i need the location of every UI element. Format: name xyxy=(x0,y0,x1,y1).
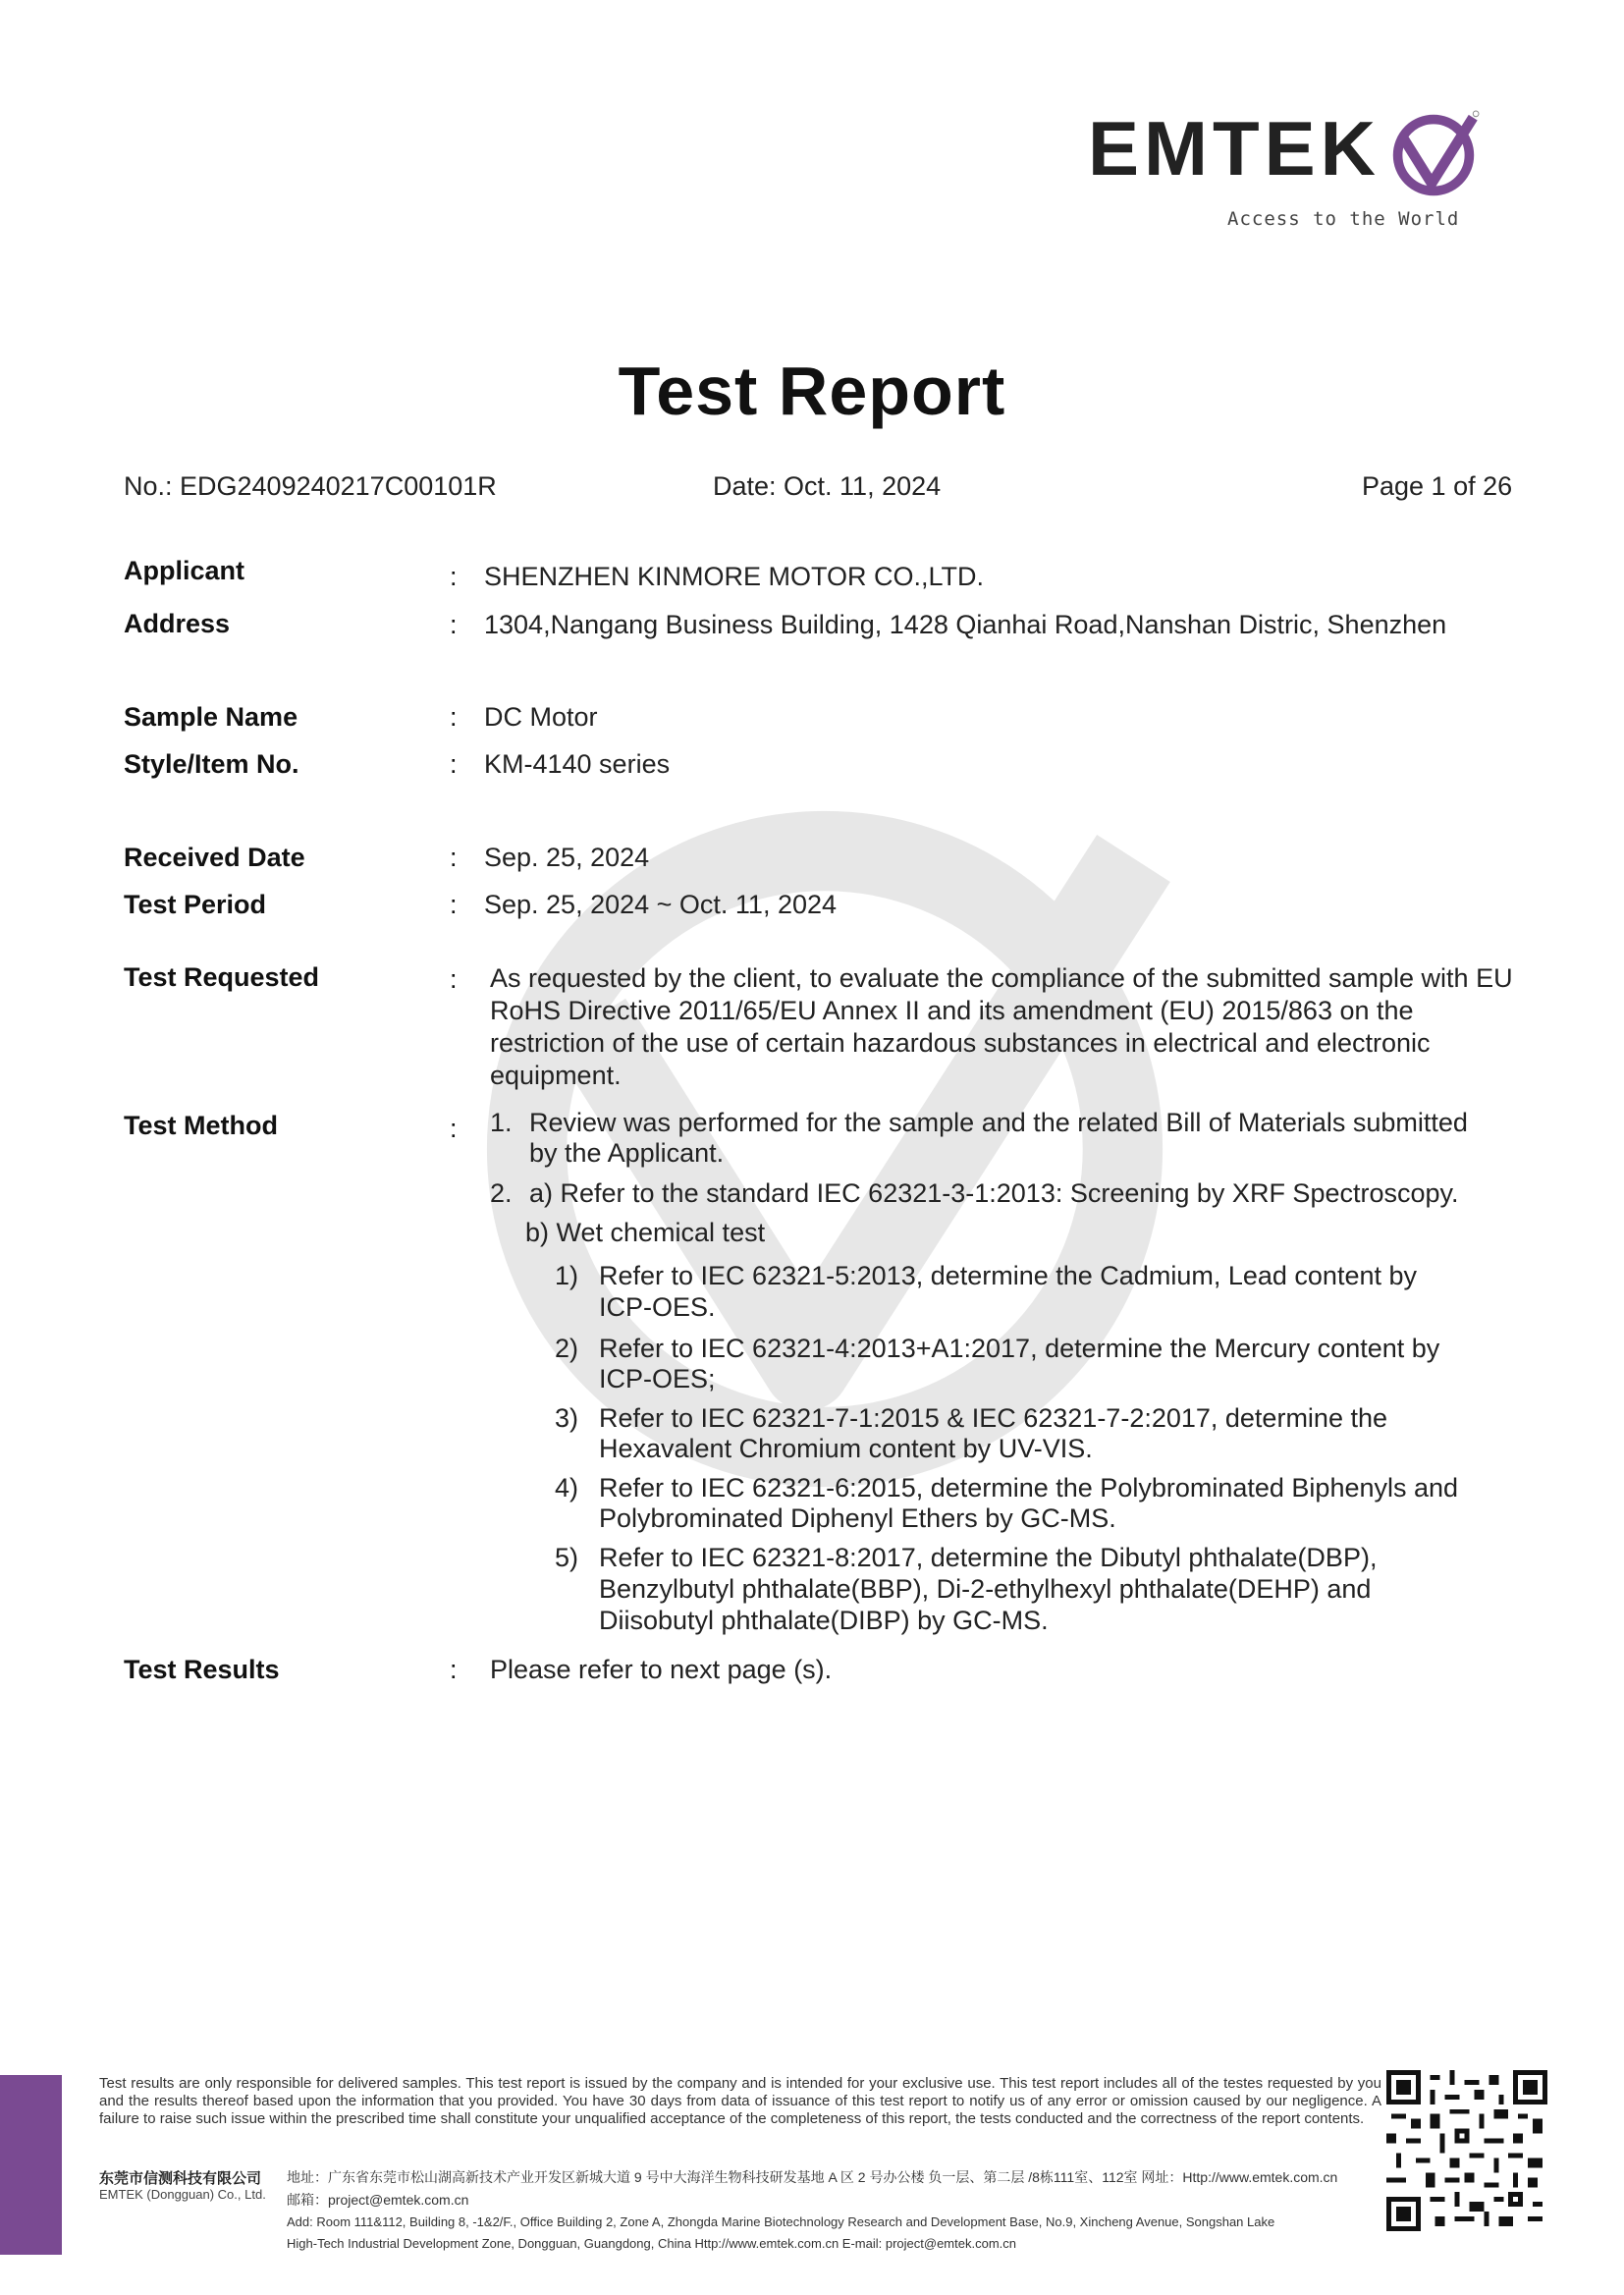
footer-address-en-2: High-Tech Industrial Development Zone, Dongguan, Guangdong, China Http://www.emtek.com.cn E-mail: project@emtek.com.cn xyxy=(287,2236,1016,2251)
applicant-value: SHENZHEN KINMORE MOTOR CO.,LTD. xyxy=(484,562,985,591)
colon: : xyxy=(450,964,458,994)
test-period-value: Sep. 25, 2024 ~ Oct. 11, 2024 xyxy=(484,890,838,919)
style-item-label: Style/Item No. xyxy=(124,749,299,779)
method-item-text: Review was performed for the sample and the related Bill of Materials submitted xyxy=(529,1108,1468,1137)
method-subitem-text: ICP-OES; xyxy=(599,1364,716,1393)
footer-company-cn: 东莞市信测科技有限公司 xyxy=(99,2170,262,2187)
page-indicator: Page 1 of 26 xyxy=(1362,471,1513,501)
colon: : xyxy=(450,610,458,639)
colon: : xyxy=(450,1114,458,1143)
test-requested-value: As requested by the client, to evaluate the compliance of the submitted sample with EU RoHS Directive 2011/65/EU Annex II and its amendment (EU) 2015/863 on the restriction of the use of certain hazardous substances in electrical and electronic equipment. xyxy=(490,963,1513,1090)
method-subitem-text: Refer to IEC 62321-8:2017, determine the Dibutyl phthalate(DBP), xyxy=(599,1543,1378,1572)
method-subitem-number: 3) xyxy=(555,1403,579,1433)
test-period-label: Test Period xyxy=(124,890,267,919)
colon: : xyxy=(450,749,458,779)
received-date-label: Received Date xyxy=(124,843,305,872)
address-label: Address xyxy=(124,609,231,638)
colon: : xyxy=(450,1655,458,1684)
method-subitem-text: Refer to IEC 62321-5:2013, determine the Cadmium, Lead content by xyxy=(599,1261,1417,1290)
company-logo xyxy=(1088,106,1481,244)
method-subitem-number: 1) xyxy=(555,1261,579,1290)
method-subitem-text: Benzylbutyl phthalate(BBP), Di-2-ethylhexyl phthalate(DEHP) and xyxy=(599,1574,1372,1604)
received-date-value: Sep. 25, 2024 xyxy=(484,843,650,872)
logo-tagline: Access to the World xyxy=(1227,208,1460,230)
method-subitem-text: Refer to IEC 62321-7-1:2015 & IEC 62321-7-2:2017, determine the xyxy=(599,1403,1387,1433)
report-title: Test Report xyxy=(618,353,1006,429)
colon: : xyxy=(450,843,458,872)
footer-disclaimer: Test results are only responsible for delivered samples. This test report is issued by the company and is intended for your exclusive use. This test report includes all of the testes requested by you and the results thereof based upon the information that you provided. You have 30 days from data of issuance of this test report to notify us of any error or omission caused by our negligence. A failure to raise such issue within the prescribed time shall constitute your unqualified acceptance of the completeness of this report, the tests conducted and the correctness of the report contents. xyxy=(99,2075,1381,2127)
logo-wordmark: EMTEK xyxy=(1088,105,1380,191)
footer-address-cn: 地址：广东省东莞市松山湖高新技术产业开发区新城大道 9 号中大海洋生物科技研发基地 A 区 2 号办公楼 负一层、第二层 /8栋111室、112室 网址：Http://www.emtek.com.cn xyxy=(287,2169,1338,2185)
sample-name-value: DC Motor xyxy=(484,702,598,732)
sample-name-label: Sample Name xyxy=(124,702,298,732)
method-item-text: b) Wet chemical test xyxy=(525,1218,766,1247)
test-results-value: Please refer to next page (s). xyxy=(490,1655,833,1684)
qr-code-icon xyxy=(1386,2070,1547,2231)
logo-check-icon xyxy=(1386,110,1481,200)
style-item-value: KM-4140 series xyxy=(484,749,671,779)
method-subitem-text: Refer to IEC 62321-6:2015, determine the Polybrominated Biphenyls and xyxy=(599,1473,1459,1503)
method-subitem-number: 5) xyxy=(555,1543,579,1572)
footer-address-en: Add: Room 111&112, Building 8, -1&2/F., Office Building 2, Zone A, Zhongda Marine Biotechnology Research and Development Base, No.9, Xincheng Avenue, Songshan Lake xyxy=(287,2214,1275,2229)
footer-company-en: EMTEK (Dongguan) Co., Ltd. xyxy=(99,2187,266,2202)
footer-email-cn: 邮箱：project@emtek.com.cn xyxy=(287,2192,469,2208)
method-subitem-text: Polybrominated Diphenyl Ethers by GC-MS. xyxy=(599,1503,1116,1533)
method-subitem-text: ICP-OES. xyxy=(599,1292,716,1322)
test-requested-label: Test Requested xyxy=(124,962,320,992)
method-item-text: by the Applicant. xyxy=(529,1138,725,1168)
method-subitem-number: 4) xyxy=(555,1473,579,1503)
method-item-number: 2. xyxy=(490,1178,513,1208)
method-subitem-text: Refer to IEC 62321-4:2013+A1:2017, determine the Mercury content by xyxy=(599,1334,1440,1363)
method-item-number: 1. xyxy=(490,1108,513,1137)
method-subitem-text: Diisobutyl phthalate(DIBP) by GC-MS. xyxy=(599,1606,1049,1635)
colon: : xyxy=(450,562,458,591)
report-number: No.: EDG2409240217C00101R xyxy=(124,471,497,501)
colon: : xyxy=(450,890,458,919)
report-date: Date: Oct. 11, 2024 xyxy=(713,471,942,501)
address-value: 1304,Nangang Business Building, 1428 Qianhai Road,Nanshan Distric, Shenzhen xyxy=(484,610,1447,639)
applicant-label: Applicant xyxy=(124,556,245,585)
method-subitem-number: 2) xyxy=(555,1334,579,1363)
method-subitem-text: Hexavalent Chromium content by UV-VIS. xyxy=(599,1434,1093,1463)
test-method-label: Test Method xyxy=(124,1111,278,1140)
method-item-text: a) Refer to the standard IEC 62321-3-1:2013: Screening by XRF Spectroscopy. xyxy=(529,1178,1459,1208)
footer-accent-bar xyxy=(0,2075,62,2255)
test-results-label: Test Results xyxy=(124,1655,280,1684)
colon: : xyxy=(450,702,458,732)
